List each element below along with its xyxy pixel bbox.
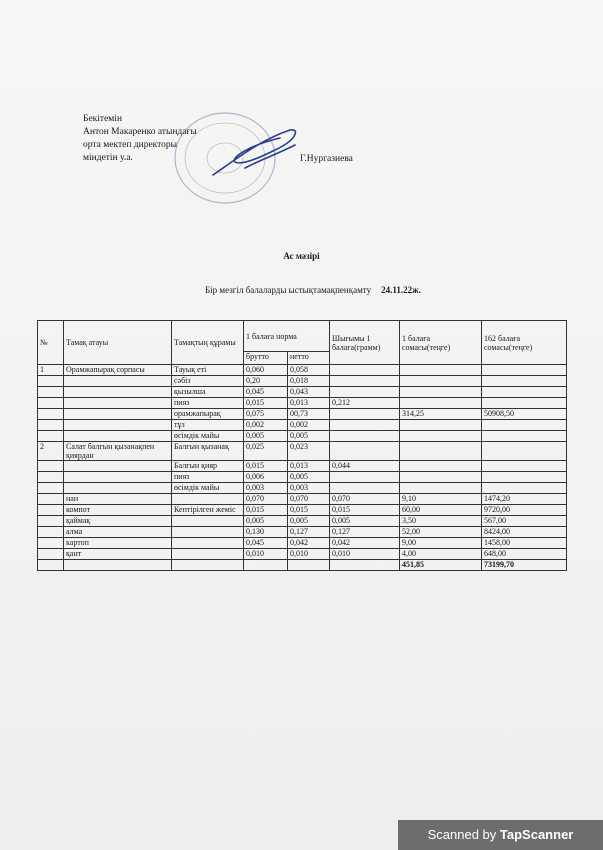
- cell-ingredient: сәбіз: [172, 376, 244, 387]
- cell-dish: [64, 398, 172, 409]
- cell-net: 0,005: [288, 516, 330, 527]
- cell-cost-162: [482, 387, 567, 398]
- table-row: [38, 483, 567, 494]
- cell-gross: 0,015: [244, 461, 288, 472]
- cell-dish: [64, 420, 172, 431]
- cell-cost-1: [400, 431, 482, 442]
- cell-num: [38, 472, 64, 483]
- header-cost-162: 162 балаға сомасы(теңге): [482, 321, 567, 365]
- cell-cost-1: [400, 442, 482, 461]
- cell-cost-1: [400, 387, 482, 398]
- table-row: [38, 387, 567, 398]
- cell-gross: 0,010: [244, 549, 288, 560]
- cell-net: [288, 560, 330, 571]
- cell-num: [38, 409, 64, 420]
- table-header-row: [38, 321, 567, 352]
- cell-num: [38, 516, 64, 527]
- cell-output: [330, 376, 400, 387]
- cell-cost-162: 648,00: [482, 549, 567, 560]
- cell-gross: 0,002: [244, 420, 288, 431]
- cell-cost-162: [482, 376, 567, 387]
- cell-output: [330, 560, 400, 571]
- cell-output: [330, 431, 400, 442]
- cell-output: [330, 420, 400, 431]
- table-row: [38, 549, 567, 560]
- cell-num: [38, 483, 64, 494]
- cell-gross: 0,20: [244, 376, 288, 387]
- cell-cost-1: [400, 376, 482, 387]
- cell-gross: 0,060: [244, 365, 288, 376]
- cell-cost-162: [482, 472, 567, 483]
- cell-gross: 0,070: [244, 494, 288, 505]
- header-ingredients: Тамақтың құрамы: [172, 321, 244, 365]
- cell-dish: [64, 461, 172, 472]
- cell-ingredient: [172, 494, 244, 505]
- cell-net: 0,023: [288, 442, 330, 461]
- cell-num: [38, 376, 64, 387]
- cell-cost-162: [482, 398, 567, 409]
- table-row: [38, 505, 567, 516]
- cell-dish: [64, 560, 172, 571]
- table-row: [38, 365, 567, 376]
- cell-num: [38, 494, 64, 505]
- table-row: [38, 420, 567, 431]
- table-row: [38, 442, 567, 461]
- cell-net: 0,127: [288, 527, 330, 538]
- cell-dish: картоп: [64, 538, 172, 549]
- cell-cost-162: 50908,50: [482, 409, 567, 420]
- cell-output: 0,010: [330, 549, 400, 560]
- cell-net: 0,058: [288, 365, 330, 376]
- director-signature: [205, 120, 305, 190]
- scanner-prefix: Scanned by: [427, 827, 500, 842]
- cell-net: 0,070: [288, 494, 330, 505]
- cell-dish: нан: [64, 494, 172, 505]
- table-row: [38, 538, 567, 549]
- cell-output: 0,042: [330, 538, 400, 549]
- table-row: [38, 409, 567, 420]
- cell-output: [330, 409, 400, 420]
- header-num: №: [38, 321, 64, 365]
- header-norm: 1 балаға норма: [244, 321, 330, 352]
- cell-output: [330, 365, 400, 376]
- cell-gross: 0,005: [244, 431, 288, 442]
- cell-cost-162: [482, 461, 567, 472]
- cell-output: [330, 472, 400, 483]
- cell-cost-162: 567,00: [482, 516, 567, 527]
- cell-ingredient: [172, 516, 244, 527]
- cell-cost-1: [400, 483, 482, 494]
- cell-net: 0,010: [288, 549, 330, 560]
- cell-cost-162: [482, 420, 567, 431]
- cell-output: [330, 442, 400, 461]
- cell-net: 0,003: [288, 483, 330, 494]
- cell-ingredient: [172, 549, 244, 560]
- header-net: нетто: [288, 352, 330, 365]
- subtitle-text: Бір мезгіл балаларды ыстықтамақпенқамту: [205, 285, 372, 295]
- cell-net: 0,042: [288, 538, 330, 549]
- table-row: [38, 560, 567, 571]
- cell-cost-1: [400, 420, 482, 431]
- cell-net: 0,013: [288, 461, 330, 472]
- cell-cost-162: [482, 431, 567, 442]
- cell-cost-162: 73199,70: [482, 560, 567, 571]
- cell-cost-1: 314,25: [400, 409, 482, 420]
- cell-output: 0,015: [330, 505, 400, 516]
- cell-cost-1: 451,85: [400, 560, 482, 571]
- cell-num: [38, 527, 64, 538]
- document-subtitle: [205, 285, 421, 295]
- cell-ingredient: қызылша: [172, 387, 244, 398]
- cell-ingredient: Балғын қияр: [172, 461, 244, 472]
- cell-output: 0,212: [330, 398, 400, 409]
- cell-ingredient: тұз: [172, 420, 244, 431]
- cell-dish: компот: [64, 505, 172, 516]
- cell-net: 0,002: [288, 420, 330, 431]
- cell-net: 0,043: [288, 387, 330, 398]
- cell-dish: қант: [64, 549, 172, 560]
- table-row: [38, 376, 567, 387]
- cell-ingredient: Балғын қызанақ: [172, 442, 244, 461]
- cell-cost-1: 52,00: [400, 527, 482, 538]
- scanner-watermark: [398, 820, 603, 850]
- table-row: [38, 398, 567, 409]
- cell-ingredient: өсімдік майы: [172, 431, 244, 442]
- cell-gross: 0,015: [244, 505, 288, 516]
- cell-ingredient: пияз: [172, 398, 244, 409]
- cell-gross: 0,025: [244, 442, 288, 461]
- table-row: [38, 472, 567, 483]
- cell-num: 2: [38, 442, 64, 461]
- header-cost-1: 1 балаға сомасы(теңге): [400, 321, 482, 365]
- cell-num: [38, 549, 64, 560]
- cell-num: 1: [38, 365, 64, 376]
- approval-line-1: Бекітемін: [83, 114, 123, 124]
- cell-dish: қаймақ: [64, 516, 172, 527]
- table-row: [38, 516, 567, 527]
- cell-num: [38, 461, 64, 472]
- cell-net: 0,005: [288, 431, 330, 442]
- cell-dish: [64, 431, 172, 442]
- cell-cost-162: 1458,00: [482, 538, 567, 549]
- cell-cost-162: [482, 442, 567, 461]
- cell-cost-1: [400, 365, 482, 376]
- cell-net: 0,005: [288, 472, 330, 483]
- cell-net: 0,018: [288, 376, 330, 387]
- director-name: Г.Нургазиева: [300, 154, 353, 164]
- cell-cost-162: 8424,00: [482, 527, 567, 538]
- table-row: [38, 431, 567, 442]
- approval-line-3: орта мектеп директоры: [83, 140, 178, 150]
- cell-output: 0,070: [330, 494, 400, 505]
- menu-date: 24.11.22ж.: [381, 285, 421, 295]
- menu-table-body: [38, 365, 567, 571]
- cell-cost-1: 4,00: [400, 549, 482, 560]
- cell-num: [38, 431, 64, 442]
- cell-ingredient: орамжапырақ: [172, 409, 244, 420]
- cell-cost-162: [482, 365, 567, 376]
- cell-ingredient: Кептірілген жеміс: [172, 505, 244, 516]
- cell-num: [38, 538, 64, 549]
- cell-num: [38, 505, 64, 516]
- cell-gross: 0,045: [244, 538, 288, 549]
- cell-gross: 0,015: [244, 398, 288, 409]
- cell-cost-1: [400, 398, 482, 409]
- table-row: [38, 494, 567, 505]
- cell-output: 0,127: [330, 527, 400, 538]
- cell-dish: [64, 472, 172, 483]
- cell-num: [38, 387, 64, 398]
- cell-net: 00,73: [288, 409, 330, 420]
- cell-cost-1: 9,00: [400, 538, 482, 549]
- approval-line-4: міндетін у.а.: [83, 153, 133, 163]
- cell-dish: Салат балғын қызанақпен қиярдан: [64, 442, 172, 461]
- document-title: Ас мәзірі: [283, 251, 320, 261]
- cell-dish: алма: [64, 527, 172, 538]
- header-dish: Тамақ атауы: [64, 321, 172, 365]
- cell-ingredient: Тауық еті: [172, 365, 244, 376]
- approval-line-2: Антон Макаренко атындағы: [83, 127, 197, 137]
- cell-cost-1: 9,10: [400, 494, 482, 505]
- cell-ingredient: [172, 538, 244, 549]
- cell-gross: 0,130: [244, 527, 288, 538]
- cell-ingredient: өсімдік майы: [172, 483, 244, 494]
- cell-ingredient: [172, 527, 244, 538]
- cell-cost-1: [400, 472, 482, 483]
- cell-dish: [64, 483, 172, 494]
- menu-table: [37, 320, 567, 571]
- cell-gross: [244, 560, 288, 571]
- cell-net: 0,013: [288, 398, 330, 409]
- cell-output: [330, 483, 400, 494]
- cell-ingredient: пияз: [172, 472, 244, 483]
- header-output: Шығымы 1 балаға(грамм): [330, 321, 400, 365]
- cell-dish: [64, 387, 172, 398]
- cell-num: [38, 398, 64, 409]
- cell-gross: 0,003: [244, 483, 288, 494]
- cell-cost-1: 3,50: [400, 516, 482, 527]
- table-row: [38, 461, 567, 472]
- cell-cost-162: [482, 483, 567, 494]
- cell-num: [38, 560, 64, 571]
- cell-cost-162: 9720,00: [482, 505, 567, 516]
- cell-dish: Орамжапырақ сорпасы: [64, 365, 172, 376]
- table-row: [38, 527, 567, 538]
- cell-gross: 0,075: [244, 409, 288, 420]
- header-gross: брутто: [244, 352, 288, 365]
- cell-cost-162: 1474,20: [482, 494, 567, 505]
- cell-gross: 0,045: [244, 387, 288, 398]
- cell-gross: 0,005: [244, 516, 288, 527]
- cell-dish: [64, 409, 172, 420]
- cell-cost-1: [400, 461, 482, 472]
- cell-output: 0,044: [330, 461, 400, 472]
- cell-output: [330, 387, 400, 398]
- cell-dish: [64, 376, 172, 387]
- cell-gross: 0,006: [244, 472, 288, 483]
- cell-net: 0,015: [288, 505, 330, 516]
- scanner-brand: TapScanner: [499, 827, 574, 842]
- cell-output: 0,005: [330, 516, 400, 527]
- cell-ingredient: [172, 560, 244, 571]
- cell-cost-1: 60,00: [400, 505, 482, 516]
- cell-num: [38, 420, 64, 431]
